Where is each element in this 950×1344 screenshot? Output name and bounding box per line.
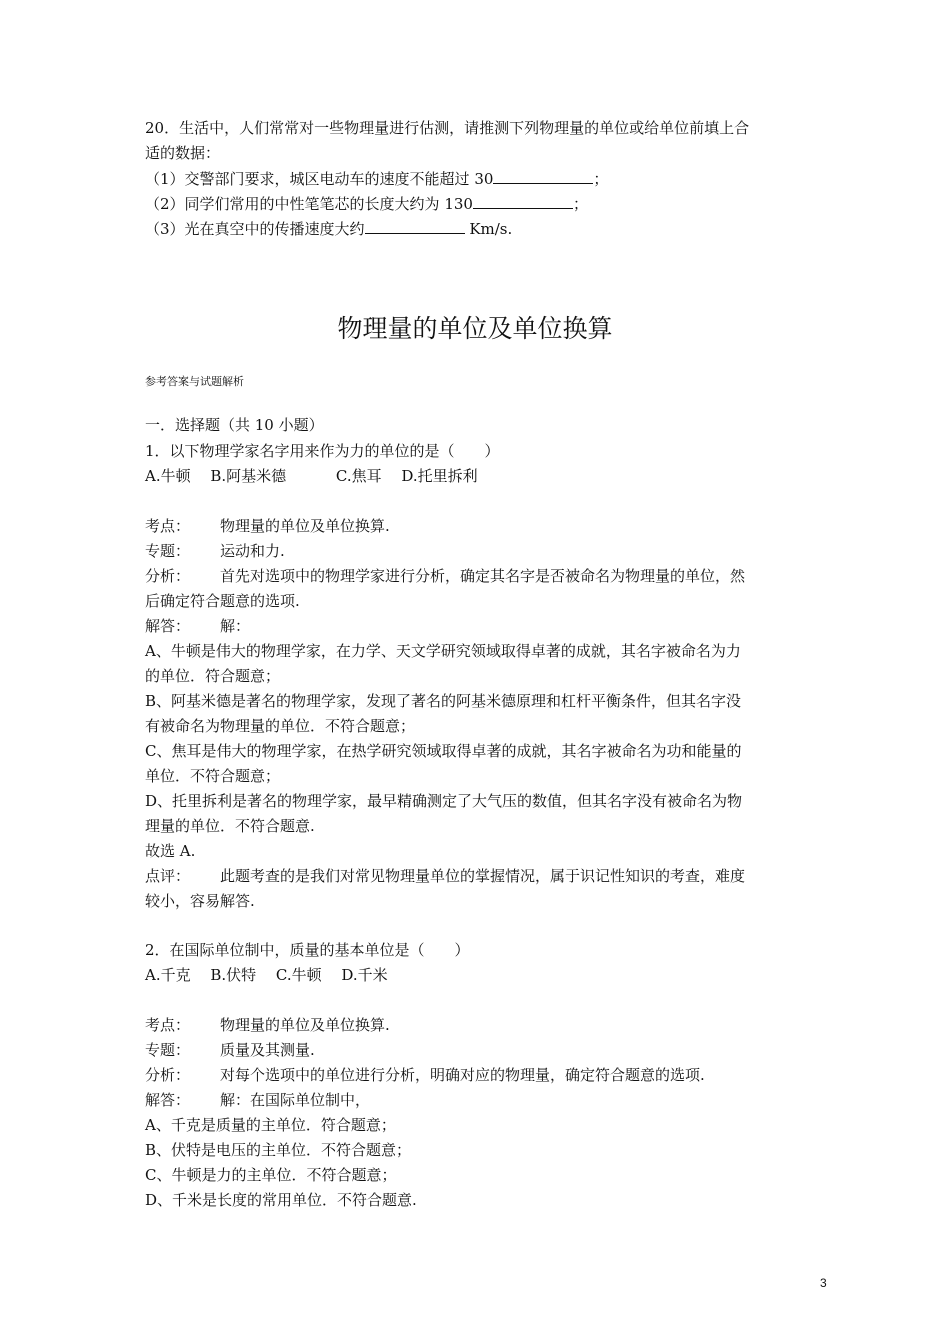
- q1-answer-a1: A、牛顿是伟大的物理学家，在力学、天文学研究领域取得卓著的成就，其名字被命名为力: [145, 642, 741, 660]
- q1-fenxi-cont: 后确定符合题意的选项.: [145, 592, 300, 610]
- q1-zhuanti: [145, 541, 285, 561]
- fenxi-label: 分析：: [145, 567, 191, 585]
- dianping-label: 点评：: [145, 867, 191, 885]
- q1-answer-c1: C、焦耳是伟大的物理学家，在热学研究领域取得卓著的成就，其名字被命名为功和能量的: [145, 742, 742, 760]
- q1-answer-b1: B、阿基米德是著名的物理学家，发现了著名的阿基米德原理和杠杆平衡条件，但其名字没: [145, 692, 742, 710]
- kaodian-label: 考点：: [145, 1016, 191, 1034]
- q20-item3: [145, 219, 512, 239]
- kaodian-label: 考点：: [145, 517, 191, 535]
- section-heading: 一．选择题（共 10 小题）: [145, 416, 324, 434]
- q1-answer-d2: 理量的单位．不符合题意.: [145, 817, 315, 835]
- jieda-label: 解答：: [145, 1091, 191, 1109]
- q1-answer-a2: 的单位．符合题意；: [145, 667, 281, 685]
- jieda-text: 解：: [220, 617, 251, 635]
- zhuanti-text: 运动和力.: [220, 542, 285, 560]
- q1-choice: 故选 A.: [145, 842, 196, 860]
- kaodian-text: 物理量的单位及单位换算.: [220, 517, 390, 535]
- q20-item3-text: （3）光在真空中的传播速度大约: [145, 220, 365, 238]
- page-number: 3: [820, 1276, 827, 1290]
- answer-blank: [493, 169, 593, 184]
- q20-item2: [145, 194, 588, 214]
- q20-stem-line1: 20．生活中，人们常常对一些物理量进行估测，请推测下列物理量的单位或给单位前填上合: [145, 119, 750, 137]
- q1-fenxi: [145, 566, 745, 586]
- jieda-text: 解：在国际单位制中，: [220, 1091, 371, 1109]
- jieda-label: 解答：: [145, 617, 191, 635]
- q2-zhuanti: [145, 1040, 315, 1060]
- q2-fenxi: [145, 1065, 705, 1085]
- q2-kaodian: [145, 1015, 390, 1035]
- document-title: 物理量的单位及单位换算: [337, 314, 613, 343]
- q2-answer-d: D、千米是长度的常用单位．不符合题意.: [145, 1191, 417, 1209]
- q2-question: 2．在国际单位制中，质量的基本单位是（ ）: [145, 941, 470, 959]
- q2-answer-b: B、伏特是电压的主单位．不符合题意；: [145, 1141, 412, 1159]
- q20-item1-text: （1）交警部门要求，城区电动车的速度不能超过 30: [145, 170, 494, 188]
- q1-answer-d1: D、托里拆利是著名的物理学家，最早精确测定了大气压的数值，但其名字没有被命名为物: [145, 792, 743, 810]
- q1-jieda: [145, 616, 250, 636]
- zhuanti-label: 专题：: [145, 1041, 191, 1059]
- q1-dianping-cont: 较小，容易解答.: [145, 892, 255, 910]
- kaodian-text: 物理量的单位及单位换算.: [220, 1016, 390, 1034]
- q1-answer-c2: 单位．不符合题意；: [145, 767, 281, 785]
- document-subtitle: 参考答案与试题解析: [145, 375, 244, 388]
- zhuanti-label: 专题：: [145, 542, 191, 560]
- q20-item2-end: ；: [572, 195, 588, 213]
- q20-item3-end: Km/s.: [464, 220, 513, 238]
- fenxi-text: 对每个选项中的单位进行分析，明确对应的物理量，确定符合题意的选项.: [220, 1066, 705, 1084]
- q2-options: A.千克 B.伏特 C.牛顿 D.千米: [145, 966, 388, 984]
- fenxi-label: 分析：: [145, 1066, 191, 1084]
- q2-answer-c: C、牛顿是力的主单位．不符合题意；: [145, 1166, 397, 1184]
- fenxi-text: 首先对选项中的物理学家进行分析，确定其名字是否被命名为物理量的单位，然: [220, 567, 746, 585]
- q2-answer-a: A、千克是质量的主单位．符合题意；: [145, 1116, 396, 1134]
- q1-answer-b2: 有被命名为物理量的单位．不符合题意；: [145, 717, 416, 735]
- q20-stem-line2: 适的数据：: [145, 144, 221, 162]
- q20-item1-end: ；: [593, 170, 609, 188]
- q2-jieda: [145, 1090, 370, 1110]
- answer-blank: [365, 219, 465, 234]
- q1-options: A.牛顿 B.阿基米德 C.焦耳 D.托里拆利: [145, 467, 478, 485]
- dianping-text: 此题考查的是我们对常见物理量单位的掌握情况，属于识记性知识的考查，难度: [220, 867, 746, 885]
- q20-item1: [145, 169, 608, 189]
- q1-kaodian: [145, 516, 390, 536]
- answer-blank: [473, 194, 573, 209]
- q1-question: 1．以下物理学家名字用来作为力的单位的是（ ）: [145, 442, 500, 460]
- zhuanti-text: 质量及其测量.: [220, 1041, 315, 1059]
- q20-item2-text: （2）同学们常用的中性笔笔芯的长度大约为 130: [145, 195, 473, 213]
- q1-dianping: [145, 866, 745, 886]
